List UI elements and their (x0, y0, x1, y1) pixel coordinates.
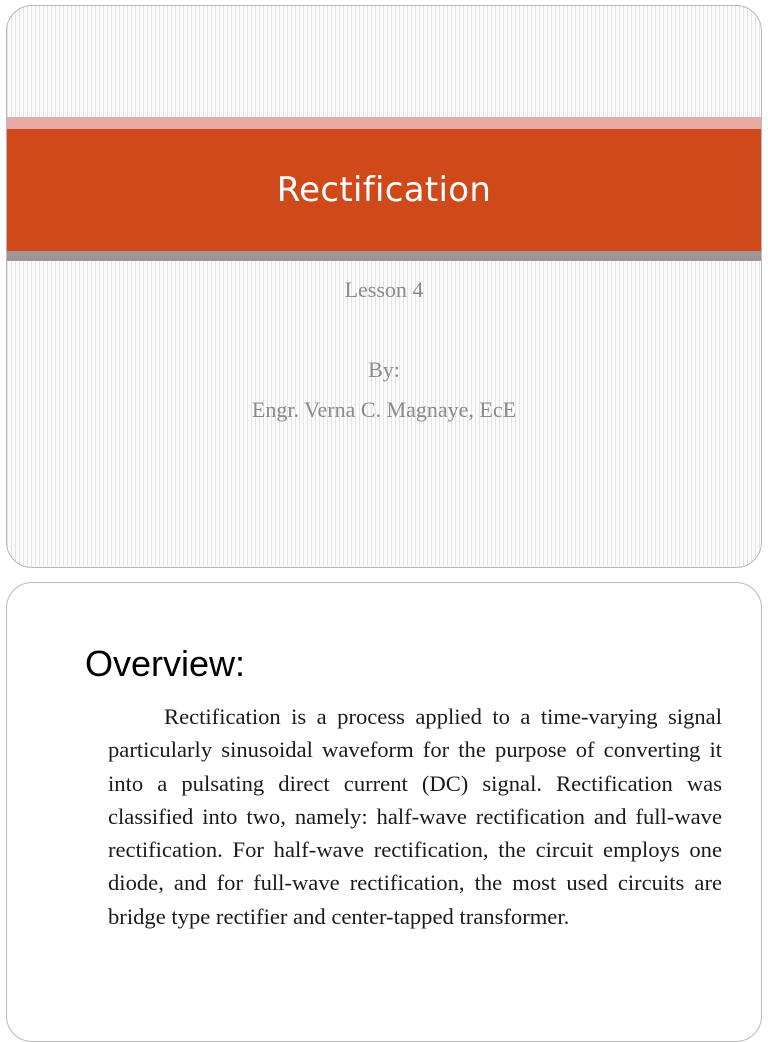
lesson-label: Lesson 4 (344, 277, 424, 302)
overview-heading: Overview: (85, 643, 246, 684)
title-band-bottom-stripe (7, 251, 761, 261)
by-label: By: (368, 357, 400, 382)
overview-slide (6, 582, 762, 1042)
title-slide (6, 5, 762, 568)
overview-paragraph: Rectification is a process applied to a time-varying signal particularly sinusoidal waveform for the purpose of converting it into a pulsating direct current (DC) signal. Rectification was classified into two, namely: half-wave rectification and full-wave rectification. For half-wave rectification, the circuit employs one diode, and for full-wave rectification, the most used circuits are bridge type rectifier and center-tapped transformer. (108, 704, 722, 929)
author-name: Engr. Verna C. Magnaye, EcE (251, 397, 517, 422)
slide-title: Rectification (276, 170, 492, 210)
title-band-top-stripe (7, 117, 761, 129)
title-band (7, 129, 761, 251)
